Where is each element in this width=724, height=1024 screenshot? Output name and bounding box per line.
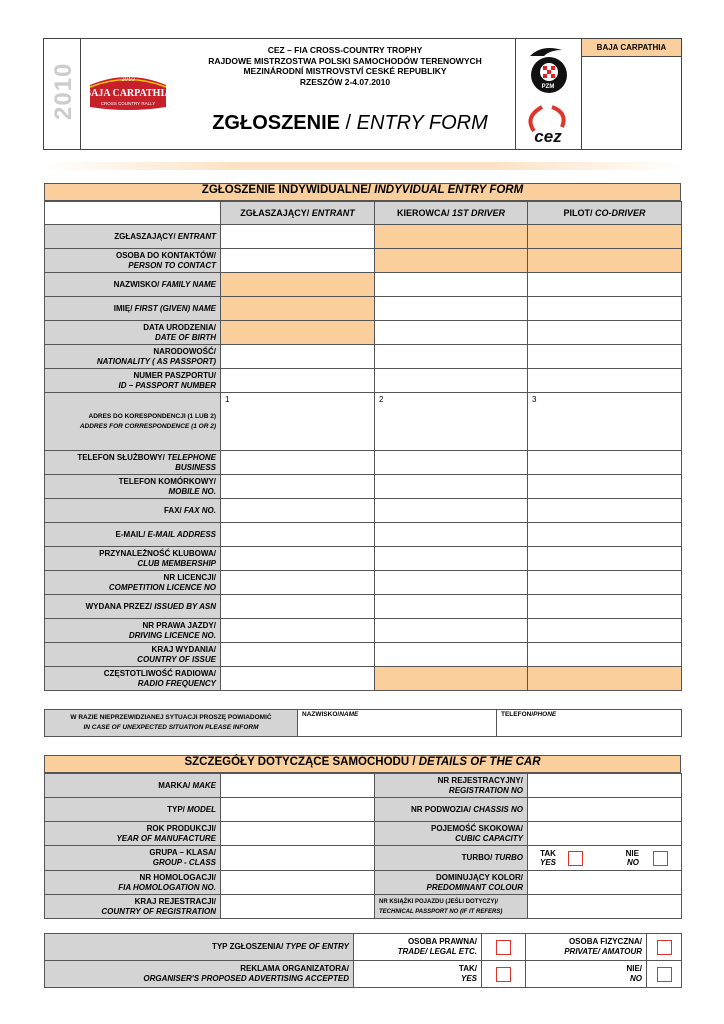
issued-by-driver-field[interactable] bbox=[375, 595, 528, 619]
entrant-driver-field[interactable] bbox=[375, 225, 528, 249]
family-name-driver-field[interactable] bbox=[375, 273, 528, 297]
row-label-contact: OSOBA DO KONTAKTÓW/ PERSON TO CONTACT bbox=[45, 249, 221, 273]
year-vertical: 2010 bbox=[50, 62, 77, 120]
turbo-options bbox=[528, 846, 682, 871]
individual-title-en: INDYVIDUAL ENTRY FORM bbox=[374, 184, 524, 196]
contact-entrant-field[interactable] bbox=[221, 249, 375, 273]
header-text bbox=[180, 45, 510, 87]
country-issue-entrant-field[interactable] bbox=[221, 643, 375, 667]
row-label-country-issue: KRAJ WYDANIA/ COUNTRY OF ISSUE bbox=[45, 643, 221, 667]
form-title-sep: / bbox=[340, 112, 357, 134]
country-issue-driver-field[interactable] bbox=[375, 643, 528, 667]
row-label-address: ADRES DO KORESPONDENCJI (1 LUB 2) ADDRES FOR CORRESPONDENCE (1 OR 2) bbox=[45, 393, 221, 451]
individual-table bbox=[44, 201, 682, 691]
address-entrant-field[interactable]: 1 bbox=[221, 393, 375, 451]
entry-type-table bbox=[44, 933, 682, 988]
country-reg-field[interactable] bbox=[221, 895, 375, 919]
private-label: OSOBA FIZYCZNA/ PRIVATE/ AMATOUR bbox=[526, 934, 647, 961]
homologation-field[interactable] bbox=[221, 871, 375, 895]
birth-date-driver-field[interactable] bbox=[375, 321, 528, 345]
birth-date-entrant-field[interactable] bbox=[221, 321, 375, 345]
advertising-no-checkbox[interactable] bbox=[657, 967, 672, 982]
private-checkbox-cell bbox=[647, 934, 682, 961]
row-label-licence: NR LICENCJI/ COMPETITION LICENCE NO bbox=[45, 571, 221, 595]
advertising-no-cell bbox=[647, 961, 682, 988]
header-left-divider bbox=[80, 38, 81, 150]
club-codriver-field[interactable] bbox=[528, 547, 682, 571]
entrant-codriver-field[interactable] bbox=[528, 225, 682, 249]
business-phone-driver-field[interactable] bbox=[375, 451, 528, 475]
form-title bbox=[200, 112, 500, 135]
issued-by-entrant-field[interactable] bbox=[221, 595, 375, 619]
capacity-field[interactable] bbox=[528, 822, 682, 846]
driving-licence-entrant-field[interactable] bbox=[221, 619, 375, 643]
club-entrant-field[interactable] bbox=[221, 547, 375, 571]
legal-label: OSOBA PRAWNA/ TRADE/ LEGAL ETC. bbox=[354, 934, 482, 961]
registration-field[interactable] bbox=[528, 774, 682, 798]
business-phone-codriver-field[interactable] bbox=[528, 451, 682, 475]
nationality-codriver-field[interactable] bbox=[528, 345, 682, 369]
entry-type-label: TYP ZGŁOSZENIA/ TYPE OF ENTRY bbox=[45, 934, 354, 961]
private-checkbox[interactable] bbox=[657, 940, 672, 955]
row-label-fax: FAX/ FAX NO. bbox=[45, 499, 221, 523]
individual-title-pl: ZGŁOSZENIE INDYWIDUALNE/ bbox=[201, 184, 375, 196]
row-label-entrant: ZGŁASZAJĄCY/ ENTRANT bbox=[45, 225, 221, 249]
mobile-entrant-field[interactable] bbox=[221, 475, 375, 499]
radio-entrant-field[interactable] bbox=[221, 667, 375, 691]
advertising-label: REKLAMA ORGANIZATORA/ ORGANISER'S PROPOSED ADVERTISING ACCEPTED bbox=[45, 961, 354, 988]
form-title-pl: ZGŁOSZENIE bbox=[212, 112, 340, 134]
row-label-first-name: IMIĘ/ FIRST (GIVEN) NAME bbox=[45, 297, 221, 321]
turbo-no-checkbox[interactable] bbox=[653, 851, 668, 866]
individual-section bbox=[44, 183, 681, 691]
row-label-passport: NUMER PASZPORTU/ ID – PASSPORT NUMBER bbox=[45, 369, 221, 393]
mobile-driver-field[interactable] bbox=[375, 475, 528, 499]
turbo-yes-checkbox[interactable] bbox=[568, 851, 583, 866]
nationality-driver-field[interactable] bbox=[375, 345, 528, 369]
tech-passport-field[interactable] bbox=[528, 895, 682, 919]
first-name-driver-field[interactable] bbox=[375, 297, 528, 321]
row-label-email: E-MAIL/ E-MAIL ADDRESS bbox=[45, 523, 221, 547]
advertising-yes-checkbox[interactable] bbox=[496, 967, 511, 982]
row-label-family-name: NAZWISKO/ FAMILY NAME bbox=[45, 273, 221, 297]
mobile-codriver-field[interactable] bbox=[528, 475, 682, 499]
header-right-divider bbox=[515, 38, 516, 150]
issued-by-codriver-field[interactable] bbox=[528, 595, 682, 619]
row-label-mobile: TELEFON KOMÓRKOWY/ MOBILE NO. bbox=[45, 475, 221, 499]
legal-checkbox[interactable] bbox=[496, 940, 511, 955]
business-phone-entrant-field[interactable] bbox=[221, 451, 375, 475]
cez-logo bbox=[522, 103, 574, 145]
car-label-registration: NR REJESTRACYJNY/ REGISTRATION NO bbox=[375, 774, 528, 798]
form-title-en: ENTRY FORM bbox=[356, 112, 488, 134]
car-title-en: DETAILS OF THE CAR bbox=[418, 756, 541, 768]
cez-label: cez bbox=[534, 127, 562, 146]
emergency-name-field[interactable]: NAZWISKO/NAME bbox=[298, 710, 497, 737]
row-label-issued-by: WYDANA PRZEZ/ ISSUED BY ASN bbox=[45, 595, 221, 619]
contact-driver-field[interactable] bbox=[375, 249, 528, 273]
col-co-driver: PILOT/ CO-DRIVER bbox=[528, 202, 682, 225]
licence-entrant-field[interactable] bbox=[221, 571, 375, 595]
country-issue-codriver-field[interactable] bbox=[528, 643, 682, 667]
licence-driver-field[interactable] bbox=[375, 571, 528, 595]
advertising-yes-label: TAK/ YES bbox=[354, 961, 482, 988]
model-field[interactable] bbox=[221, 798, 375, 822]
contact-codriver-field[interactable] bbox=[528, 249, 682, 273]
emergency-label: W RAZIE NIEPRZEWIDZIANEJ SYTUACJI PROSZĘ POWIADOMIĆ IN CASE OF UNEXPECTED SITUATION PLEASE INFORM bbox=[45, 710, 298, 737]
logo-sub: CROSS COUNTRY RALLY bbox=[100, 101, 156, 106]
radio-driver-field[interactable] bbox=[375, 667, 528, 691]
pzm-logo bbox=[522, 42, 574, 98]
family-name-entrant-field[interactable] bbox=[221, 273, 375, 297]
driving-licence-driver-field[interactable] bbox=[375, 619, 528, 643]
row-label-club: PRZYNALEŻNOŚĆ KLUBOWA/ CLUB MEMBERSHIP bbox=[45, 547, 221, 571]
car-table bbox=[44, 773, 682, 919]
row-label-birth-date: DATA URODZENIA/ DATE OF BIRTH bbox=[45, 321, 221, 345]
pzm-label: PZM bbox=[541, 84, 555, 90]
birth-date-codriver-field[interactable] bbox=[528, 321, 682, 345]
header-line-2: RAJDOWE MISTRZOSTWA POLSKI SAMOCHODÓW TERENOWYCH bbox=[208, 55, 482, 66]
baja-carpathia-logo bbox=[84, 73, 172, 113]
first-name-entrant-field[interactable] bbox=[221, 297, 375, 321]
car-label-turbo: TURBO/ TURBO bbox=[375, 846, 528, 871]
address-driver-field[interactable]: 2 bbox=[375, 393, 528, 451]
car-label-colour: DOMINUJĄCY KOLOR/ PREDOMINANT COLOUR bbox=[375, 871, 528, 895]
email-entrant-field[interactable] bbox=[221, 523, 375, 547]
car-label-model: TYP/ MODEL bbox=[45, 798, 221, 822]
event-name-tab: BAJA CARPATHIA bbox=[582, 39, 681, 57]
turbo-yes-label: TAK YES bbox=[539, 849, 556, 867]
entrant-entrant-field[interactable] bbox=[221, 225, 375, 249]
passport-entrant-field[interactable] bbox=[221, 369, 375, 393]
row-label-business-phone: TELEFON SŁUŻBOWY/ TELEPHONE BUSINESS bbox=[45, 451, 221, 475]
fax-codriver-field[interactable] bbox=[528, 499, 682, 523]
logo-name: BAJA CARPATHIA bbox=[84, 88, 172, 99]
header-line-3: MEZINÁRODNÍ MISTROVSTVÍ CESKÉ REPUBLIKY bbox=[243, 66, 447, 76]
club-driver-field[interactable] bbox=[375, 547, 528, 571]
passport-codriver-field[interactable] bbox=[528, 369, 682, 393]
car-label-chassis: NR PODWOZIA/ CHASSIS NO bbox=[375, 798, 528, 822]
car-title-pl: SZCZEGÓŁY DOTYCZĄCE SAMOCHODU / bbox=[184, 756, 419, 768]
emergency-phone-field[interactable]: TELEFON/PHONE bbox=[497, 710, 682, 737]
car-title bbox=[44, 755, 681, 773]
divider-gradient bbox=[44, 162, 684, 170]
advertising-yes-cell bbox=[482, 961, 526, 988]
car-label-homologation: NR HOMOLOGACJI/ FIA HOMOLOGATION NO. bbox=[45, 871, 221, 895]
address-codriver-field[interactable]: 3 bbox=[528, 393, 682, 451]
family-name-codriver-field[interactable] bbox=[528, 273, 682, 297]
header-line-4: RZESZÓW 2-4.07.2010 bbox=[299, 76, 391, 87]
turbo-no-label: NIE NO bbox=[625, 849, 639, 867]
licence-codriver-field[interactable] bbox=[528, 571, 682, 595]
car-label-capacity: POJEMOŚĆ SKOKOWA/ CUBIC CAPACITY bbox=[375, 822, 528, 846]
first-name-codriver-field[interactable] bbox=[528, 297, 682, 321]
legal-checkbox-cell bbox=[482, 934, 526, 961]
radio-codriver-field[interactable] bbox=[528, 667, 682, 691]
logo-year: 2010 bbox=[121, 77, 135, 83]
year-field[interactable] bbox=[221, 822, 375, 846]
car-label-group: GRUPA – KLASA/ GROUP - CLASS bbox=[45, 846, 221, 871]
email-codriver-field[interactable] bbox=[528, 523, 682, 547]
colour-field[interactable] bbox=[528, 871, 682, 895]
fax-entrant-field[interactable] bbox=[221, 499, 375, 523]
make-field[interactable] bbox=[221, 774, 375, 798]
passport-driver-field[interactable] bbox=[375, 369, 528, 393]
individual-title bbox=[44, 183, 681, 201]
row-label-driving-licence: NR PRAWA JAZDY/ DRIVING LICENCE NO. bbox=[45, 619, 221, 643]
car-label-make: MARKA/ MAKE bbox=[45, 774, 221, 798]
fax-driver-field[interactable] bbox=[375, 499, 528, 523]
chassis-field[interactable] bbox=[528, 798, 682, 822]
driving-licence-codriver-field[interactable] bbox=[528, 619, 682, 643]
individual-corner bbox=[45, 202, 221, 225]
car-section bbox=[44, 755, 681, 919]
row-label-radio: CZĘSTOTLIWOŚĆ RADIOWA/ RADIO FREQUENCY bbox=[45, 667, 221, 691]
group-field[interactable] bbox=[221, 846, 375, 871]
row-label-nationality: NARODOWOŚĆ/ NATIONALITY ( AS PASSPORT) bbox=[45, 345, 221, 369]
advertising-no-label: NIE/ NO bbox=[526, 961, 647, 988]
email-driver-field[interactable] bbox=[375, 523, 528, 547]
car-label-country-reg: KRAJ REJESTRACJI/ COUNTRY OF REGISTRATION bbox=[45, 895, 221, 919]
header-line-1: CEZ – FIA CROSS-COUNTRY TROPHY bbox=[267, 45, 423, 55]
car-label-tech-passport: NR KSIĄŻKI POJAZDU (JEŚLI DOTYCZY)/ TECHNICAL PASSPORT NO (IF IT REFERS) bbox=[375, 895, 528, 919]
nationality-entrant-field[interactable] bbox=[221, 345, 375, 369]
col-entrant: ZGŁASZAJĄCY/ ENTRANT bbox=[221, 202, 375, 225]
col-first-driver: KIEROWCA/ 1ST DRIVER bbox=[375, 202, 528, 225]
car-label-year: ROK PRODUKCJI/ YEAR OF MANUFACTURE bbox=[45, 822, 221, 846]
emergency-table bbox=[44, 709, 682, 737]
